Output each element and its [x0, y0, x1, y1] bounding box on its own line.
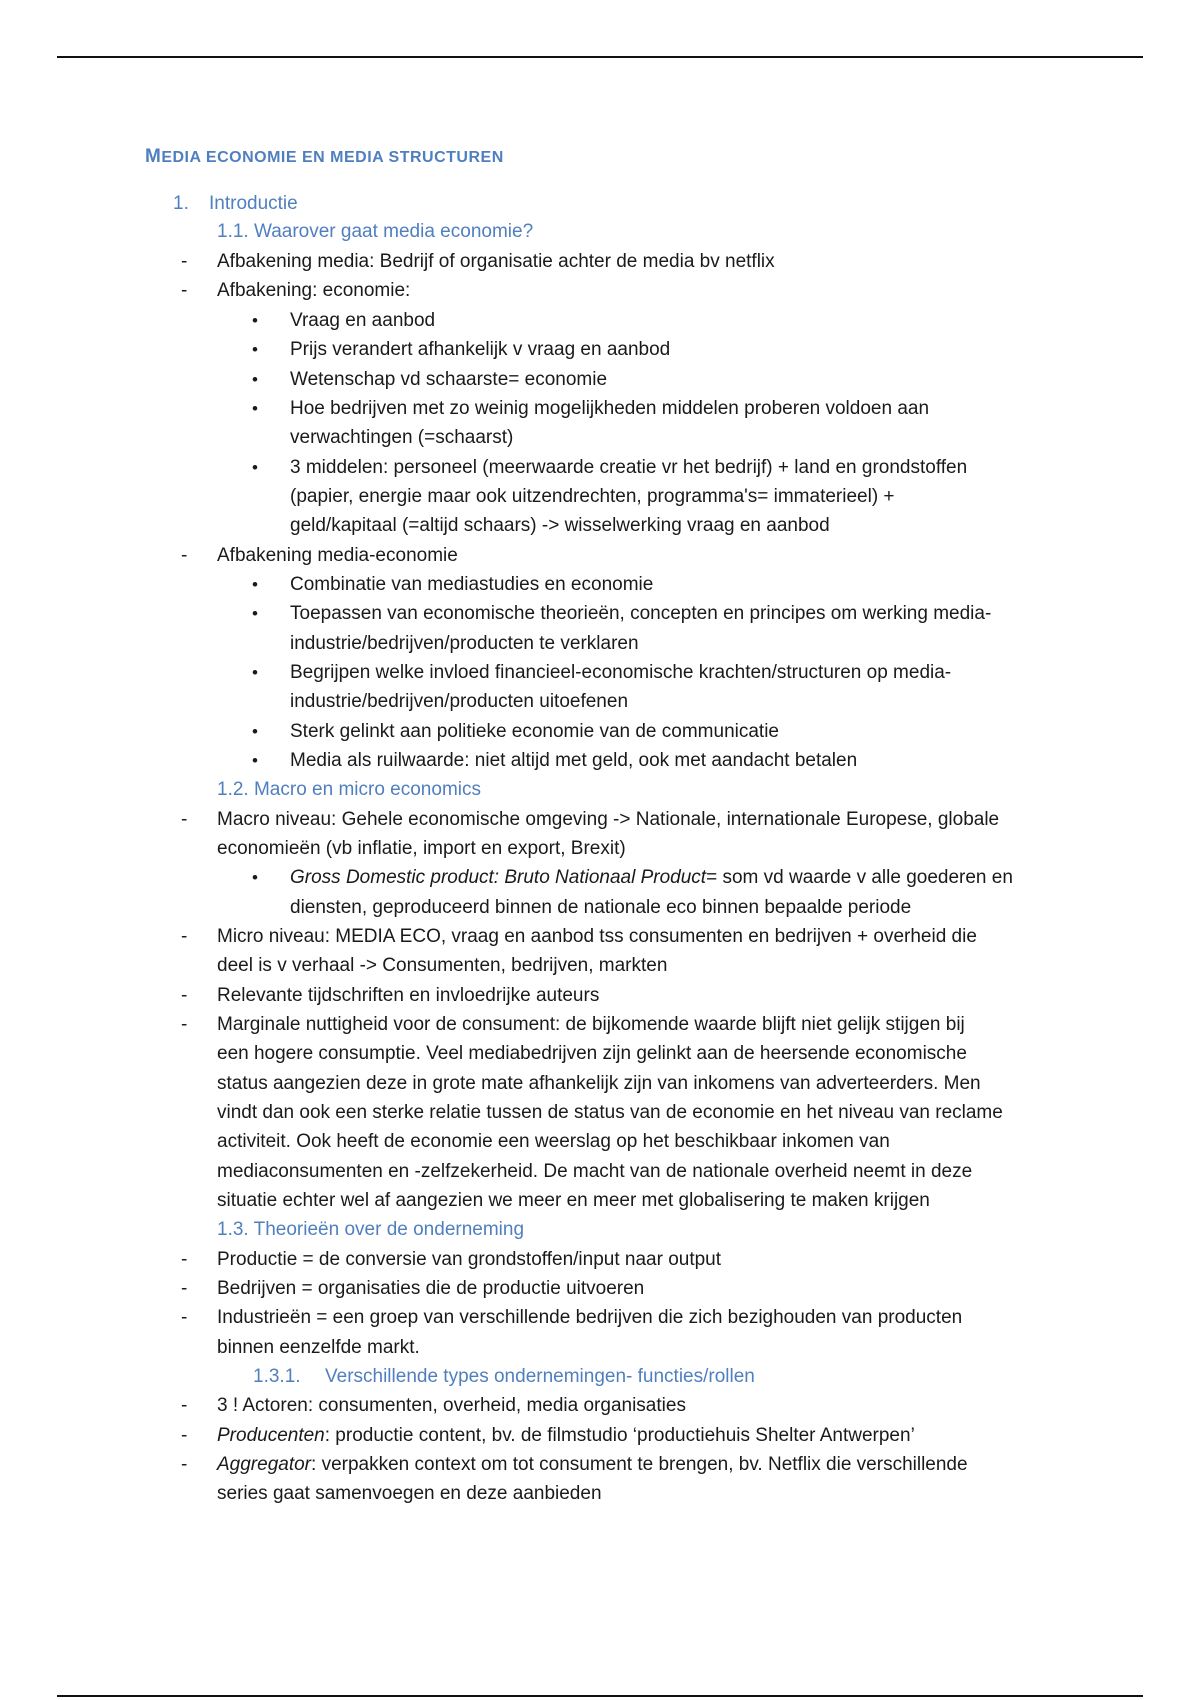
sub-list-item: Prijs verandert afhankelijk v vraag en aanbod [290, 339, 671, 360]
subsubsection-number: 1.3.1. [253, 1366, 301, 1387]
sub-list-item-continued: industrie/bedrijven/producten te verklaren [290, 633, 639, 654]
bullet-marker: • [252, 311, 258, 330]
list-item-continued: deel is v verhaal -> Consumenten, bedrijven, markten [217, 955, 668, 976]
list-item-continued: status aangezien deze in grote mate afhankelijk zijn van inkomens van adverteerders. Men [217, 1073, 981, 1094]
sub-list-item: Combinatie van mediastudies en economie [290, 574, 654, 595]
bullet-marker: • [252, 751, 258, 770]
bullet-marker: • [252, 340, 258, 359]
sub-list-item: Begrijpen welke invloed financieel-economische krachten/structuren op media- [290, 662, 952, 683]
section-heading: Introductie [209, 193, 298, 214]
sub-list-item: Gross Domestic product: Bruto Nationaal Product= som vd waarde v alle goederen en [290, 867, 1013, 888]
list-item-continued: economieën (vb inflatie, import en export, Brexit) [217, 838, 626, 859]
bullet-marker: • [252, 663, 258, 682]
dash-marker: - [181, 1395, 188, 1416]
sub-list-item-continued: verwachtingen (=schaarst) [290, 427, 514, 448]
gdp-term: Gross Domestic product: Bruto Nationaal Product [290, 867, 707, 888]
bullet-marker: • [252, 604, 258, 623]
dash-marker: - [181, 1014, 188, 1035]
subsection-heading-1-3: 1.3. Theorieën over de onderneming [217, 1219, 525, 1240]
subsection-heading-1-2: 1.2. Macro en micro economics [217, 779, 481, 800]
document-title: MEDIA ECONOMIE EN MEDIA STRUCTUREN [145, 146, 504, 167]
list-item: Productie = de conversie van grondstoffen/input naar output [217, 1249, 722, 1270]
section-number: 1. [173, 193, 189, 214]
sub-list-item-continued: (papier, energie maar ook uitzendrechten, programma's= immaterieel) + [290, 486, 895, 507]
list-item-continued: activiteit. Ook heeft de economie een weerslag op het beschikbaar inkomen van [217, 1131, 890, 1152]
footer-rule [57, 1695, 1143, 1697]
dash-marker: - [181, 809, 188, 830]
dash-marker: - [181, 926, 188, 947]
producenten-term: Producenten [217, 1425, 325, 1446]
bullet-marker: • [252, 399, 258, 418]
sub-list-item: Hoe bedrijven met zo weinig mogelijkheden middelen proberen voldoen aan [290, 398, 930, 419]
bullet-marker: • [252, 722, 258, 741]
dash-marker: - [181, 1425, 188, 1446]
dash-marker: - [181, 985, 188, 1006]
list-item: Afbakening media: Bedrijf of organisatie achter de media bv netflix [217, 251, 775, 272]
sub-list-item: Wetenschap vd schaarste= economie [290, 369, 608, 390]
list-item-continued: vindt dan ook een sterke relatie tussen de status van de economie en het niveau van reclame [217, 1102, 1003, 1123]
list-item: Afbakening: economie: [217, 280, 411, 301]
sub-list-item: 3 middelen: personeel (meerwaarde creatie vr het bedrijf) + land en grondstoffen [290, 457, 968, 478]
list-item-continued: series gaat samenvoegen en deze aanbieden [217, 1483, 602, 1504]
subsubsection-heading: Verschillende types ondernemingen- functies/rollen [325, 1366, 755, 1387]
list-item: Macro niveau: Gehele economische omgeving -> Nationale, internationale Europese, globale [217, 809, 1000, 830]
dash-marker: - [181, 251, 188, 272]
dash-marker: - [181, 1278, 188, 1299]
bullet-marker: • [252, 370, 258, 389]
aggregator-term: Aggregator [217, 1454, 312, 1475]
sub-list-item-continued: industrie/bedrijven/producten uitoefenen [290, 691, 629, 712]
dash-marker: - [181, 1454, 188, 1475]
sub-list-item: Vraag en aanbod [290, 310, 436, 331]
dash-marker: - [181, 1307, 188, 1328]
list-item: Marginale nuttigheid voor de consument: de bijkomende waarde blijft niet gelijk stijgen bij [217, 1014, 965, 1035]
bullet-marker: • [252, 868, 258, 887]
header-rule [57, 56, 1143, 58]
list-item: Aggregator: verpakken context om tot consument te brengen, bv. Netflix die verschillende [217, 1454, 968, 1475]
list-item-continued: situatie echter wel af aangezien we meer en meer met globalisering te maken krijgen [217, 1190, 930, 1211]
bullet-marker: • [252, 575, 258, 594]
list-item: Producenten: productie content, bv. de filmstudio ‘productiehuis Shelter Antwerpen’ [217, 1425, 915, 1446]
list-item: Relevante tijdschriften en invloedrijke auteurs [217, 985, 600, 1006]
subsection-heading-1-1: 1.1. Waarover gaat media economie? [217, 221, 534, 242]
sub-list-item: Media als ruilwaarde: niet altijd met geld, ook met aandacht betalen [290, 750, 858, 771]
sub-list-item: Toepassen van economische theorieën, concepten en principes om werking media- [290, 603, 992, 624]
sub-list-item-continued: diensten, geproduceerd binnen de nationale eco binnen bepaalde periode [290, 897, 912, 918]
dash-marker: - [181, 545, 188, 566]
sub-list-item: Sterk gelinkt aan politieke economie van de communicatie [290, 721, 779, 742]
list-item: Bedrijven = organisaties die de productie uitvoeren [217, 1278, 645, 1299]
sub-list-item-continued: geld/kapitaal (=altijd schaars) -> wisselwerking vraag en aanbod [290, 515, 830, 536]
dash-marker: - [181, 1249, 188, 1270]
bullet-marker: • [252, 458, 258, 477]
list-item: Afbakening media-economie [217, 545, 458, 566]
list-item-continued: mediaconsumenten en -zelfzekerheid. De macht van de nationale overheid neemt in deze [217, 1161, 973, 1182]
list-item: 3 ! Actoren: consumenten, overheid, media organisaties [217, 1395, 686, 1416]
list-item: Industrieën = een groep van verschillende bedrijven die zich bezighouden van producten [217, 1307, 963, 1328]
list-item: Micro niveau: MEDIA ECO, vraag en aanbod tss consumenten en bedrijven + overheid die [217, 926, 977, 947]
dash-marker: - [181, 280, 188, 301]
list-item-continued: een hogere consumptie. Veel mediabedrijven zijn gelinkt aan de heersende economische [217, 1043, 967, 1064]
list-item-continued: binnen eenzelfde markt. [217, 1337, 420, 1358]
